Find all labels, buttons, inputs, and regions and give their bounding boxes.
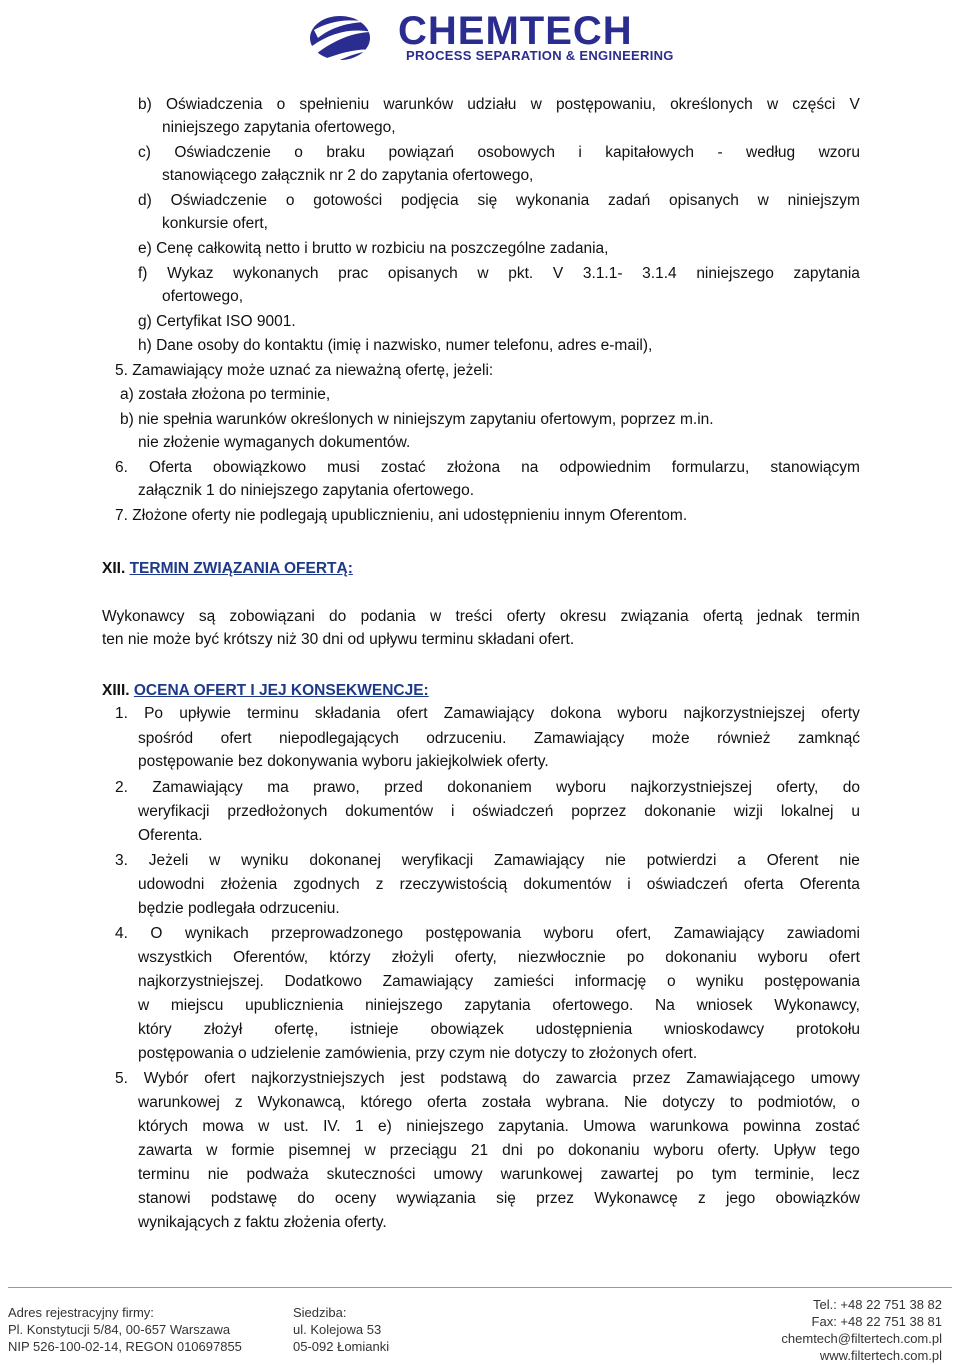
footer-website[interactable]: www.filtertech.com.pl	[819, 1348, 942, 1363]
section-number: XIII.	[102, 682, 134, 699]
body-line: 4. O wynikach przeprowadzonego postępowania wyboru ofert, Zamawiający zawiadomi	[115, 925, 860, 942]
footer-phone: Tel.: +48 22 751 38 82	[812, 1297, 942, 1312]
section-number: XII.	[102, 560, 130, 577]
brand-wordmark: CHEMTECH	[398, 9, 633, 53]
footer-line: 05-092 Łomianki	[293, 1339, 390, 1354]
footer-line: NIP 526-100-02-14, REGON 010697855	[8, 1339, 242, 1354]
body-line: b) Oświadczenia o spełnieniu warunków udziału w postępowaniu, określonych w części V	[138, 96, 860, 113]
footer-line: ul. Kolejowa 53	[293, 1322, 382, 1337]
body-line: udowodni złożenia zgodnych z rzeczywistością dokumentów i oświadczeń oferta Oferenta	[138, 876, 860, 893]
footer-headquarters	[293, 1304, 389, 1355]
body-line: nie złożenie wymaganych dokumentów.	[138, 434, 411, 451]
footer-divider	[8, 1287, 952, 1288]
footer-line: Pl. Konstytucji 5/84, 00-657 Warszawa	[8, 1322, 231, 1337]
section-heading	[102, 558, 353, 580]
body-line: postępowania o udzielenie zamówienia, przy czym nie dotyczy to złożonych ofert.	[138, 1045, 698, 1062]
section-title: TERMIN ZWIĄZANIA OFERTĄ:	[129, 560, 353, 577]
body-line: f) Wykaz wykonanych prac opisanych w pkt. V 3.1.1- 3.1.4 niniejszego zapytania	[138, 265, 860, 282]
body-line: najkorzystniejszej. Dodatkowo Zamawiający zamieści informację o wyniku postępowania	[138, 973, 860, 990]
body-line: stanowi podstawę do oceny wywiązania się przez Wykonawcę z jego obowiązków	[138, 1190, 860, 1207]
body-line: wynikających z faktu złożenia oferty.	[138, 1214, 387, 1231]
body-line: wszystkich Oferentów, którzy złożyli oferty, niezwłocznie po dokonaniu wyboru ofert	[138, 949, 860, 966]
body-line: warunkowej z Wykonawcą, którego oferta została wybrana. Nie dotyczy to podmiotów, o	[138, 1094, 860, 1111]
body-line: e) Cenę całkowitą netto i brutto w rozbiciu na poszczególne zadania,	[138, 240, 609, 257]
body-line: Wykonawcy są zobowiązani do podania w treści oferty okresu związania ofertą jednak termin	[102, 608, 860, 625]
body-line: 2. Zamawiający ma prawo, przed dokonaniem wyboru najkorzystniejszej oferty, do	[115, 779, 860, 796]
body-line: weryfikacji przedłożonych dokumentów i oświadczeń poprzez dokonanie wizji lokalnej u	[138, 803, 860, 820]
footer-line: Adres rejestracyjny firmy:	[8, 1305, 154, 1320]
footer-email[interactable]: chemtech@filtertech.com.pl	[781, 1331, 942, 1346]
body-line: a) została złożona po terminie,	[120, 386, 331, 403]
footer-contact	[781, 1296, 942, 1364]
body-line: niniejszego zapytania ofertowego,	[162, 119, 396, 136]
body-line: który złożył ofertę, istnieje obowiązek udostępnienia wnioskodawcy protokołu	[138, 1021, 860, 1038]
page-footer	[0, 1296, 960, 1365]
body-line: 6. Oferta obowiązkowo musi zostać złożona na odpowiednim formularzu, stanowiącym	[115, 459, 860, 476]
footer-fax: Fax: +48 22 751 38 81	[811, 1314, 942, 1329]
body-line: ofertowego,	[162, 288, 243, 305]
body-line: stanowiącego załącznik nr 2 do zapytania ofertowego,	[162, 167, 534, 184]
body-line: zawarta w formie pisemnej w przeciągu 21 dni po dokonaniu wyboru oferty. Upływ tego	[138, 1142, 860, 1159]
body-line: Oferenta.	[138, 827, 203, 844]
body-line: załącznik 1 do niniejszego zapytania ofertowego.	[138, 482, 475, 499]
brand-tagline: PROCESS SEPARATION & ENGINEERING	[406, 48, 674, 63]
body-line: h) Dane osoby do kontaktu (imię i nazwisko, numer telefonu, adres e-mail),	[138, 337, 653, 354]
body-line: będzie podlegała odrzuceniu.	[138, 900, 340, 917]
body-line: których mowa w ust. IV. 1 e) niniejszego zapytania. Umowa warunkowa powinna zostać	[138, 1118, 860, 1135]
body-line: konkursie ofert,	[162, 215, 268, 232]
footer-registration	[8, 1304, 242, 1355]
body-line: 5. Wybór ofert najkorzystniejszych jest podstawą do zawarcia przez Zamawiającego umowy	[115, 1070, 860, 1087]
body-line: b) nie spełnia warunków określonych w niniejszym zapytaniu ofertowym, poprzez m.in.	[120, 411, 714, 428]
body-line: 7. Złożone oferty nie podlegają upublicznieniu, ani udostępnieniu innym Oferentom.	[115, 507, 688, 524]
body-line: terminu nie podważa skuteczności umowy warunkowej zawartej po tym terminie, lecz	[138, 1166, 860, 1183]
body-line: g) Certyfikat ISO 9001.	[138, 313, 296, 330]
body-line: w miejscu upublicznienia niniejszego zapytania ofertowego. Na wniosek Wykonawcy,	[138, 997, 860, 1014]
footer-line: Siedziba:	[293, 1305, 347, 1320]
section-heading	[102, 680, 429, 702]
body-line: 1. Po upływie terminu składania ofert Zamawiający dokona wyboru najkorzystniejszej oferty	[115, 705, 860, 722]
body-line: postępowanie bez dokonywania wyboru jakiejkolwiek oferty.	[138, 753, 549, 770]
company-logo	[302, 2, 674, 70]
body-line: c) Oświadczenie o braku powiązań osobowych i kapitałowych - według wzoru	[138, 144, 860, 161]
body-line: ten nie może być krótszy niż 30 dni od upływu terminu składani ofert.	[102, 631, 575, 648]
body-line: 5. Zamawiający może uznać za nieważną ofertę, jeżeli:	[115, 362, 494, 379]
section-title: OCENA OFERT I JEJ KONSEKWENCJE:	[133, 682, 429, 699]
body-line: spośród ofert niepodlegających odrzuceniu. Zamawiający może również zamknąć	[138, 730, 860, 747]
body-line: d) Oświadczenie o gotowości podjęcia się wykonania zadań opisanych w niniejszym	[138, 192, 860, 209]
body-line: 3. Jeżeli w wyniku dokonanej weryfikacji Zamawiający nie potwierdzi a Oferent nie	[115, 852, 860, 869]
